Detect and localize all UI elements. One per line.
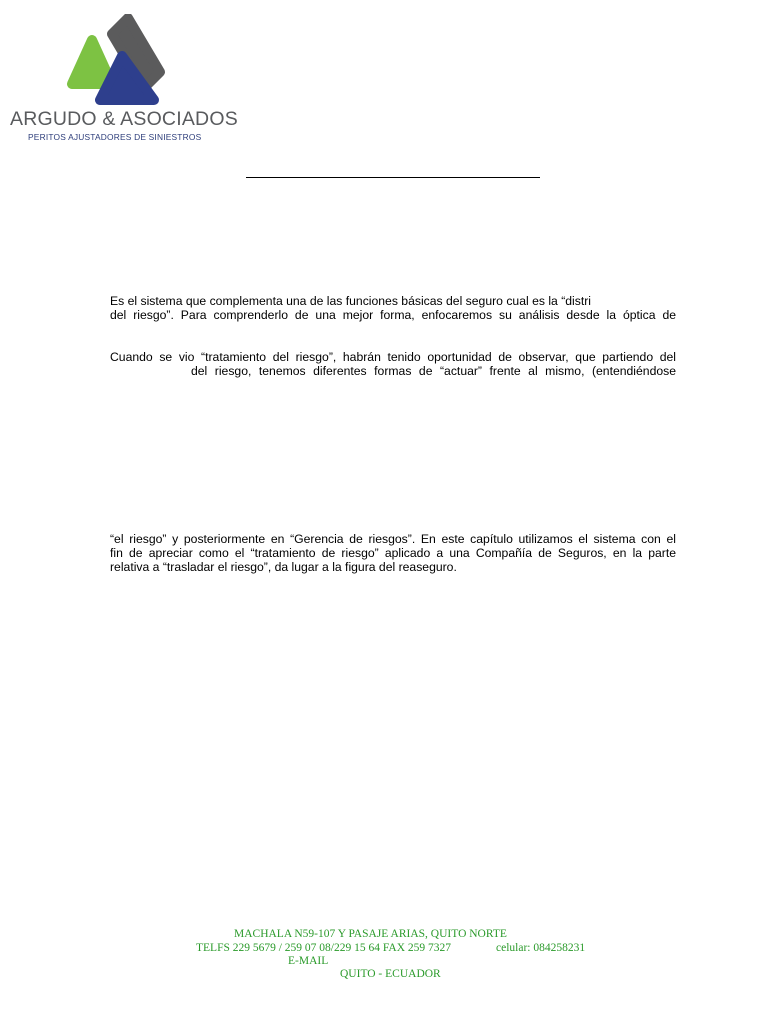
header-rule [246, 177, 540, 178]
paragraph-3-line-3: relativa a “trasladar el riesgo”, da lugar a la figura del reaseguro. [110, 560, 457, 574]
footer-cell-text: celular: 084258231 [496, 942, 586, 954]
paragraph-3-line-2: fin de apreciar como el “tratamiento de riesgo” aplicado a una Compañía de Seguros, en la parte [110, 546, 676, 560]
footer-email-text: E-MAIL [288, 955, 329, 967]
footer-city-text: QUITO - ECUADOR [340, 968, 441, 980]
paragraph-2 [110, 350, 676, 378]
triangles-logo-icon [60, 14, 170, 110]
paragraph-3-line-1: “el riesgo” y posteriormente en “Gerencia de riesgos”. En este capítulo utilizamos el sistema con el [110, 532, 676, 546]
paragraph-1-line-2: del riesgo”. Para comprenderlo de una mejor forma, enfocaremos su análisis desde la óptica de [110, 308, 676, 322]
footer-address-text: MACHALA N59-107 Y PASAJE ARIAS, QUITO NORTE [234, 928, 507, 940]
paragraph-2-line-2: del riesgo, tenemos diferentes formas de “actuar” frente al mismo, (entendiéndose [191, 364, 676, 378]
logo-tagline: PERITOS AJUSTADORES DE SINIESTROS [28, 132, 202, 142]
paragraph-3 [110, 532, 676, 574]
paragraph-2-line-1: Cuando se vio “tratamiento del riesgo”, habrán tenido oportunidad de observar, que partiendo del [110, 350, 676, 364]
paragraph-1 [110, 294, 676, 322]
company-logo [8, 14, 238, 146]
footer-phones-text: TELFS 229 5679 / 259 07 08/229 15 64 FAX 259 7327 [196, 942, 452, 954]
logo-company-name: ARGUDO & ASOCIADOS [10, 108, 238, 130]
paragraph-1-line-1: Es el sistema que complementa una de las funciones básicas del seguro cual es la “distri [110, 294, 591, 308]
